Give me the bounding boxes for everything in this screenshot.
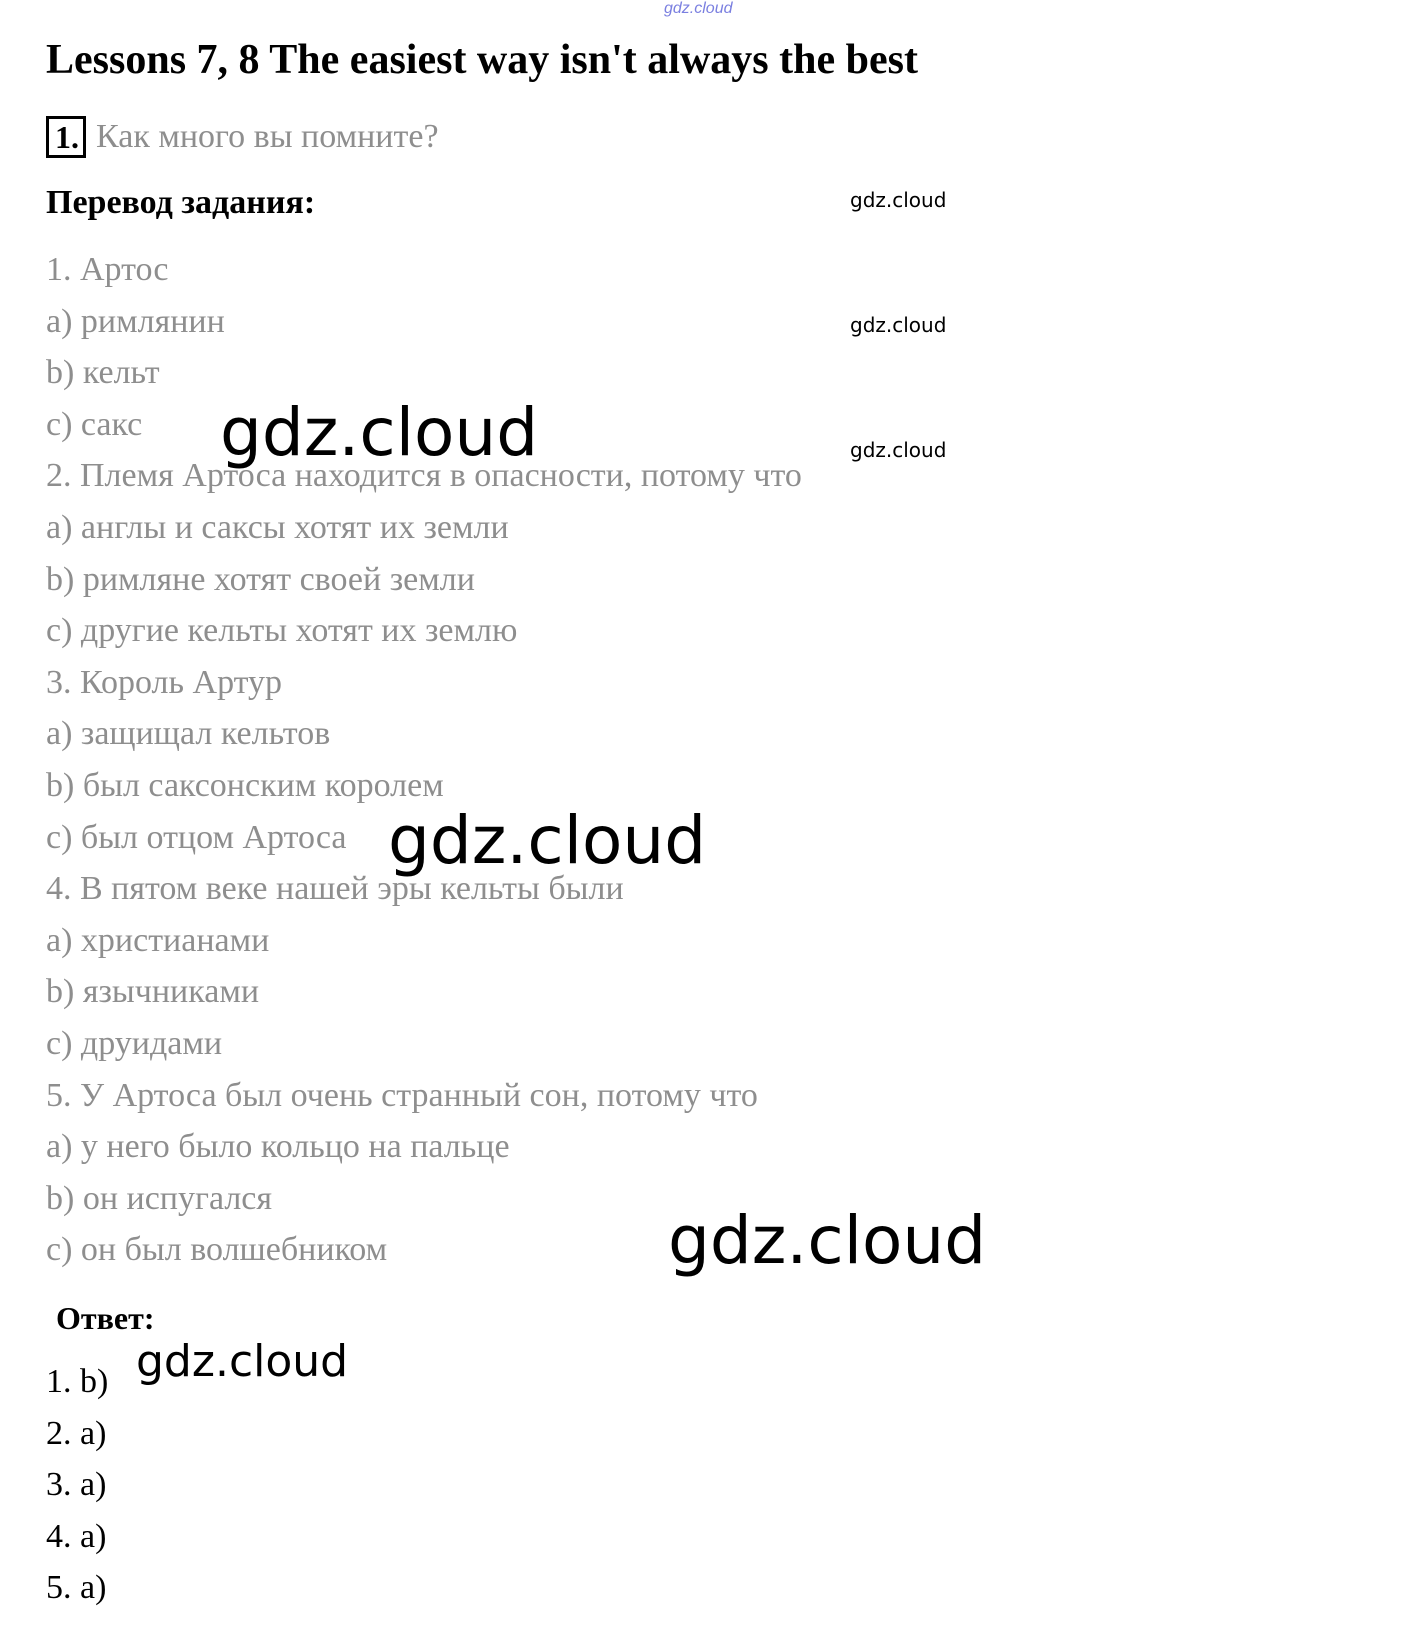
list-item: 4. В пятом веке нашей эры кельты были <box>46 870 624 908</box>
list-item: c) он был волшебником <box>46 1231 388 1269</box>
list-item: 5. У Артоса был очень странный сон, потому что <box>46 1076 758 1114</box>
watermark: gdz.cloud <box>668 1202 987 1279</box>
list-item: b) римляне хотят своей земли <box>46 560 475 598</box>
list-item: a) христианами <box>46 921 270 959</box>
answer-item: 4. a) <box>46 1517 107 1555</box>
answer-item: 1. b) <box>46 1363 109 1400</box>
watermark: gdz.cloud <box>220 394 539 471</box>
watermark: gdz.cloud <box>388 802 707 879</box>
list-item: a) римлянин <box>46 302 225 340</box>
list-item: 1. Артос <box>46 251 169 288</box>
list-item: b) кельт <box>46 354 160 392</box>
task-text: Как много вы помните? <box>96 118 439 155</box>
list-item: a) у него было кольцо на пальце <box>46 1128 510 1166</box>
translation-heading: Перевод задания: <box>46 184 316 221</box>
list-item: c) другие кельты хотят их землю <box>46 612 518 650</box>
list-item: 3. Король Артур <box>46 663 283 701</box>
list-item: b) был саксонским королем <box>46 766 444 804</box>
list-item: 2. Племя Артоса находится в опасности, потому что <box>46 457 802 495</box>
watermark: gdz.cloud <box>850 313 947 337</box>
watermark: gdz.cloud <box>136 1336 349 1387</box>
watermark: gdz.cloud <box>850 438 947 462</box>
list-item: c) был отцом Артоса <box>46 818 347 856</box>
watermark: gdz.cloud <box>850 188 947 212</box>
list-item: c) сакс <box>46 405 143 443</box>
task-number: 1. <box>46 116 86 158</box>
answer-item: 5. a) <box>46 1569 107 1607</box>
answer-heading: Ответ: <box>56 1300 155 1336</box>
answer-item: 3. a) <box>46 1466 107 1504</box>
list-item: b) язычниками <box>46 973 260 1011</box>
page-title: Lessons 7, 8 The easiest way isn't always the best <box>46 37 918 83</box>
top-watermark: gdz.cloud <box>664 0 733 17</box>
task-header <box>46 114 439 160</box>
answer-list <box>46 1362 108 1620</box>
list-item: a) англы и саксы хотят их земли <box>46 508 509 546</box>
list-item: a) защищал кельтов <box>46 715 331 753</box>
list-item: b) он испугался <box>46 1179 273 1217</box>
answer-item: 2. a) <box>46 1414 107 1452</box>
list-item: c) друидами <box>46 1024 223 1062</box>
